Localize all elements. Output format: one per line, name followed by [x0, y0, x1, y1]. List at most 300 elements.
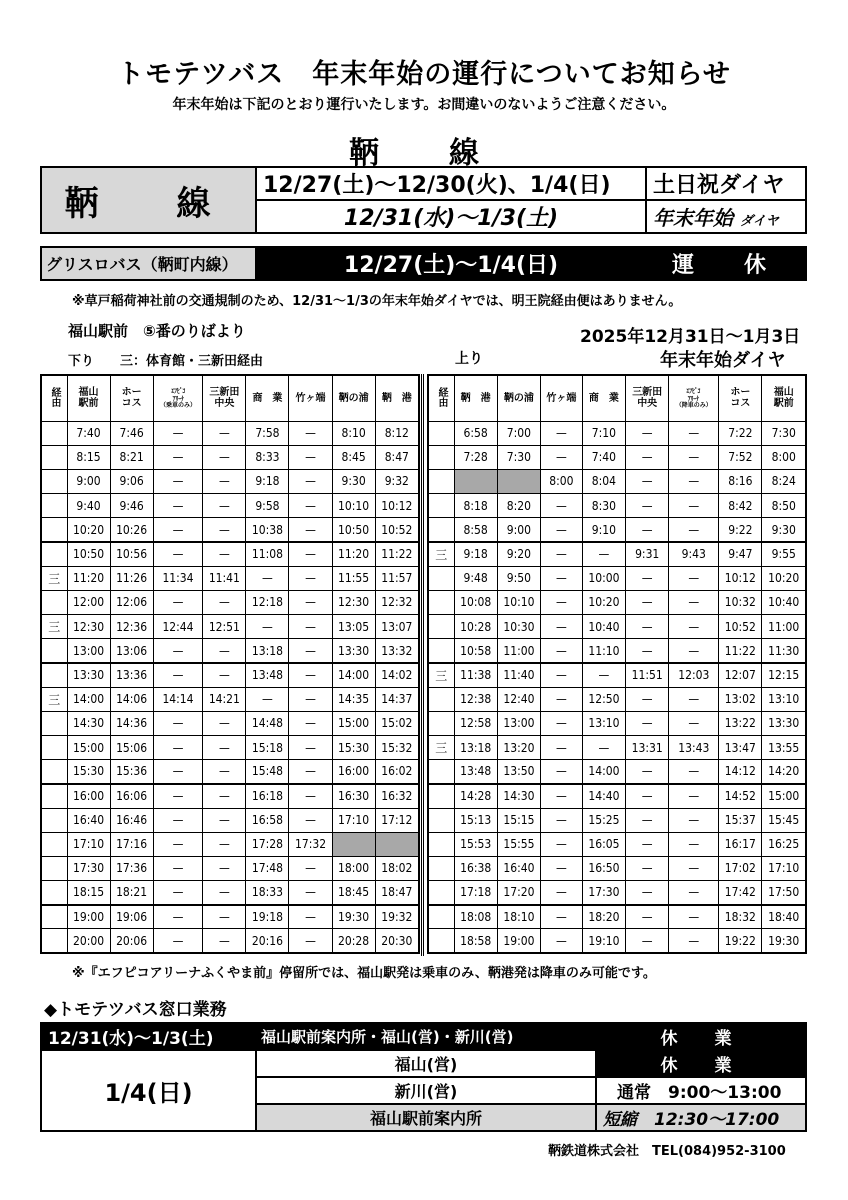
table-row — [428, 881, 806, 905]
time-cell: 7:22 — [719, 421, 762, 445]
via-cell — [41, 808, 67, 832]
office-hours-table — [40, 1022, 807, 1132]
time-cell: — — [203, 445, 246, 469]
time-cell: 19:00 — [67, 905, 110, 929]
via-cell: 三 — [41, 566, 67, 590]
time-cell: 19:06 — [110, 905, 153, 929]
time-cell: 7:58 — [246, 421, 289, 445]
table-divider — [421, 374, 424, 956]
time-cell: — — [669, 421, 719, 445]
time-cell: — — [582, 542, 625, 566]
grisro-dates: 12/27(土)～1/4(日) — [256, 247, 646, 280]
time-cell: 14:20 — [762, 760, 806, 784]
office-closed-dates: 12/31(水)～1/3(土) — [41, 1023, 256, 1050]
down-label: 下り 三：体育館・三新田経由 — [68, 354, 264, 369]
time-cell: — — [626, 832, 669, 856]
table-row — [428, 711, 806, 735]
time-cell: — — [289, 905, 332, 929]
time-cell: 15:37 — [719, 808, 762, 832]
time-cell: 12:30 — [67, 615, 110, 639]
time-cell: 10:50 — [67, 542, 110, 566]
via-cell — [428, 566, 454, 590]
time-cell: 17:10 — [762, 856, 806, 880]
time-cell: 11:38 — [454, 663, 497, 687]
time-cell: — — [289, 494, 332, 518]
table-row — [41, 735, 419, 759]
time-cell: — — [626, 760, 669, 784]
time-cell: 11:55 — [332, 566, 375, 590]
time-cell: 17:28 — [246, 832, 289, 856]
company-footer: 鞆鉄道株式会社 TEL(084)952-3100 — [548, 1144, 786, 1159]
time-cell: 12:15 — [762, 663, 806, 687]
time-cell: — — [541, 639, 583, 663]
time-cell: 13:30 — [67, 663, 110, 687]
time-cell: 14:00 — [67, 687, 110, 711]
newyear-dates: 12/31(水)～1/3(土) — [256, 200, 646, 233]
table-row — [428, 687, 806, 711]
time-cell: 10:20 — [67, 518, 110, 542]
time-cell: 18:15 — [67, 881, 110, 905]
time-cell: — — [626, 639, 669, 663]
time-cell: 15:32 — [375, 735, 419, 759]
via-cell — [428, 494, 454, 518]
table-row — [428, 905, 806, 929]
time-cell: 16:00 — [67, 784, 110, 808]
via-cell — [428, 518, 454, 542]
down-timetable — [40, 374, 420, 954]
via-cell — [428, 856, 454, 880]
office-closed-places: 福山駅前案内所・福山(営)・新川(営) — [256, 1023, 596, 1050]
time-cell: 13:47 — [719, 735, 762, 759]
time-cell: 11:20 — [67, 566, 110, 590]
grisro-bus-table — [40, 246, 807, 281]
time-cell: 16:50 — [582, 856, 625, 880]
time-cell: 12:00 — [67, 590, 110, 614]
time-cell: 9:10 — [582, 518, 625, 542]
time-cell: 16:18 — [246, 784, 289, 808]
time-cell: 17:10 — [332, 808, 375, 832]
office-shinkawa-status: 通常 9:00～13:00 — [596, 1077, 806, 1104]
time-cell: 13:48 — [246, 663, 289, 687]
time-cell: 15:06 — [110, 735, 153, 759]
time-cell: 10:12 — [375, 494, 419, 518]
time-cell: 11:22 — [375, 542, 419, 566]
time-cell: 12:30 — [332, 590, 375, 614]
time-cell: 13:00 — [497, 711, 540, 735]
time-cell: 10:28 — [454, 615, 497, 639]
time-cell: — — [153, 735, 203, 759]
time-cell: 11:00 — [497, 639, 540, 663]
time-cell: — — [289, 760, 332, 784]
time-cell: — — [153, 421, 203, 445]
time-cell: — — [669, 760, 719, 784]
time-cell: 8:10 — [332, 421, 375, 445]
time-cell: 8:24 — [762, 469, 806, 493]
time-cell: 16:32 — [375, 784, 419, 808]
time-cell: 15:25 — [582, 808, 625, 832]
time-cell: 10:20 — [582, 590, 625, 614]
via-cell — [41, 663, 67, 687]
grisro-name: グリスロバス（鞆町内線） — [41, 247, 256, 280]
via-cell — [428, 711, 454, 735]
time-cell: — — [541, 735, 583, 759]
col-arena: ｴﾌﾋﾟｺ ｱﾘｰﾅ （降車のみ） — [669, 375, 719, 421]
time-cell: 14:48 — [246, 711, 289, 735]
via-cell: 三 — [428, 542, 454, 566]
col-hokos: ホー コス — [719, 375, 762, 421]
time-cell: 14:06 — [110, 687, 153, 711]
time-cell: 16:02 — [375, 760, 419, 784]
time-cell: 18:10 — [497, 905, 540, 929]
table-row — [41, 687, 419, 711]
time-cell: 8:45 — [332, 445, 375, 469]
time-cell: 15:18 — [246, 735, 289, 759]
via-cell — [41, 590, 67, 614]
time-cell: — — [541, 518, 583, 542]
time-cell: 13:32 — [375, 639, 419, 663]
time-cell: — — [582, 735, 625, 759]
time-cell: — — [626, 905, 669, 929]
time-cell: 16:40 — [67, 808, 110, 832]
time-cell: 10:12 — [719, 566, 762, 590]
time-cell: 13:48 — [454, 760, 497, 784]
table-row — [41, 615, 419, 639]
time-cell: — — [541, 808, 583, 832]
time-cell: — — [289, 542, 332, 566]
time-cell: 6:58 — [454, 421, 497, 445]
via-cell: 三 — [41, 615, 67, 639]
time-cell: 17:12 — [375, 808, 419, 832]
time-cell: — — [626, 856, 669, 880]
time-cell: 14:52 — [719, 784, 762, 808]
time-cell: 19:22 — [719, 929, 762, 953]
time-cell: 13:10 — [762, 687, 806, 711]
time-cell: — — [669, 687, 719, 711]
time-cell: 9:06 — [110, 469, 153, 493]
time-cell: 17:20 — [497, 881, 540, 905]
table-row — [41, 421, 419, 445]
col-fukuyama: 福山 駅前 — [67, 375, 110, 421]
time-cell: — — [203, 832, 246, 856]
time-cell: 9:31 — [626, 542, 669, 566]
time-cell: 16:46 — [110, 808, 153, 832]
time-cell: — — [153, 590, 203, 614]
time-cell: — — [203, 494, 246, 518]
time-cell: 13:22 — [719, 711, 762, 735]
time-cell: — — [153, 808, 203, 832]
time-cell: — — [669, 518, 719, 542]
time-cell: 12:03 — [669, 663, 719, 687]
page-subtitle: 年末年始は下記のとおり運行いたします。お間違いのないようご注意ください。 — [172, 97, 676, 113]
col-tomoko: 鞆 港 — [454, 375, 497, 421]
office-section-title: ◆トモテツバス窓口業務 — [44, 1000, 227, 1020]
time-cell: 14:00 — [582, 760, 625, 784]
time-cell: 10:10 — [332, 494, 375, 518]
col-tomonoura: 鞆の浦 — [332, 375, 375, 421]
time-cell: 10:10 — [497, 590, 540, 614]
route-notice: ※草戸稲荷神社前の交通規制のため、12/31～1/3の年末年始ダイヤでは、明王院経由便はありません。 — [72, 294, 682, 309]
time-cell: — — [626, 615, 669, 639]
time-cell — [454, 469, 497, 493]
time-cell: — — [203, 735, 246, 759]
time-cell: — — [153, 542, 203, 566]
time-cell: 12:58 — [454, 711, 497, 735]
time-cell: 10:38 — [246, 518, 289, 542]
time-cell: 17:18 — [454, 881, 497, 905]
via-cell — [428, 881, 454, 905]
time-cell: — — [669, 639, 719, 663]
time-cell: 12:40 — [497, 687, 540, 711]
time-cell: 14:35 — [332, 687, 375, 711]
time-cell: 13:02 — [719, 687, 762, 711]
time-cell: 13:43 — [669, 735, 719, 759]
time-cell — [497, 469, 540, 493]
time-cell: 19:32 — [375, 905, 419, 929]
time-cell: — — [289, 808, 332, 832]
time-cell: 16:30 — [332, 784, 375, 808]
time-cell: 9:58 — [246, 494, 289, 518]
time-cell: 7:10 — [582, 421, 625, 445]
time-cell: — — [289, 421, 332, 445]
via-cell — [41, 518, 67, 542]
time-cell: 18:08 — [454, 905, 497, 929]
time-cell: — — [669, 832, 719, 856]
diagram-name: 年末年始ダイヤ — [660, 350, 786, 371]
table-row — [41, 469, 419, 493]
time-cell: 13:06 — [110, 639, 153, 663]
time-cell: 18:20 — [582, 905, 625, 929]
time-cell: — — [153, 832, 203, 856]
table-row — [41, 832, 419, 856]
time-cell: 11:08 — [246, 542, 289, 566]
time-cell: 13:36 — [110, 663, 153, 687]
up-timetable — [427, 374, 807, 954]
time-cell: — — [246, 566, 289, 590]
time-cell: — — [626, 445, 669, 469]
time-cell: — — [203, 542, 246, 566]
time-cell: 12:50 — [582, 687, 625, 711]
time-cell: — — [153, 494, 203, 518]
via-cell — [428, 687, 454, 711]
time-cell: 8:00 — [762, 445, 806, 469]
via-cell: 三 — [428, 735, 454, 759]
time-cell: 9:30 — [332, 469, 375, 493]
time-cell: 12:06 — [110, 590, 153, 614]
table-row — [428, 760, 806, 784]
time-cell: 11:41 — [203, 566, 246, 590]
time-cell: 20:30 — [375, 929, 419, 953]
time-cell: — — [289, 735, 332, 759]
time-cell: 11:51 — [626, 663, 669, 687]
service-line-name: 鞆 線 — [41, 167, 256, 233]
via-cell — [41, 639, 67, 663]
table-row — [428, 542, 806, 566]
time-cell: 14:00 — [332, 663, 375, 687]
time-cell: 17:36 — [110, 856, 153, 880]
time-cell: 10:00 — [582, 566, 625, 590]
weekend-diagram: 土日祝ダイヤ — [646, 167, 806, 200]
time-cell: — — [541, 760, 583, 784]
office-fukuyama-status: 休 業 — [596, 1050, 806, 1077]
time-cell: 12:32 — [375, 590, 419, 614]
time-cell: 9:50 — [497, 566, 540, 590]
table-row — [428, 615, 806, 639]
time-cell — [375, 832, 419, 856]
time-cell: 13:30 — [762, 711, 806, 735]
table-row — [428, 808, 806, 832]
table-row — [41, 542, 419, 566]
via-cell — [428, 784, 454, 808]
time-cell: — — [669, 881, 719, 905]
time-cell: — — [153, 711, 203, 735]
office-closed-status: 休 業 — [596, 1023, 806, 1050]
time-cell: 17:02 — [719, 856, 762, 880]
time-cell: 18:02 — [375, 856, 419, 880]
time-cell: 18:40 — [762, 905, 806, 929]
table-row — [428, 784, 806, 808]
time-cell: — — [153, 518, 203, 542]
time-cell: 7:28 — [454, 445, 497, 469]
time-cell — [332, 832, 375, 856]
time-cell: — — [153, 905, 203, 929]
time-cell: — — [203, 881, 246, 905]
time-cell: 9:40 — [67, 494, 110, 518]
time-cell: 18:47 — [375, 881, 419, 905]
time-cell: 15:13 — [454, 808, 497, 832]
time-cell: 12:38 — [454, 687, 497, 711]
time-cell: 15:48 — [246, 760, 289, 784]
time-cell: — — [669, 615, 719, 639]
time-cell: 7:40 — [582, 445, 625, 469]
time-cell: — — [246, 615, 289, 639]
time-cell: 8:20 — [497, 494, 540, 518]
time-cell: — — [289, 615, 332, 639]
via-cell — [428, 590, 454, 614]
time-cell: — — [626, 711, 669, 735]
period-text: 2025年12月31日～1月3日 — [580, 327, 801, 347]
time-cell: 12:18 — [246, 590, 289, 614]
table-row — [41, 760, 419, 784]
time-cell: — — [541, 590, 583, 614]
time-cell: 17:50 — [762, 881, 806, 905]
via-cell — [41, 735, 67, 759]
time-cell: 14:40 — [582, 784, 625, 808]
time-cell: 11:34 — [153, 566, 203, 590]
via-cell — [41, 929, 67, 953]
table-row — [428, 663, 806, 687]
time-cell: 13:30 — [332, 639, 375, 663]
time-cell: 11:57 — [375, 566, 419, 590]
table-row — [41, 518, 419, 542]
time-cell: 8:16 — [719, 469, 762, 493]
time-cell: 15:15 — [497, 808, 540, 832]
time-cell: 10:50 — [332, 518, 375, 542]
time-cell: 9:30 — [762, 518, 806, 542]
table-row — [428, 590, 806, 614]
time-cell: — — [289, 566, 332, 590]
time-cell: — — [203, 784, 246, 808]
time-cell: — — [203, 421, 246, 445]
departure-info: 福山駅前 ⑤番のりばより — [68, 322, 246, 340]
time-cell: — — [626, 469, 669, 493]
time-cell: 18:32 — [719, 905, 762, 929]
time-cell: 7:52 — [719, 445, 762, 469]
time-cell: 9:18 — [454, 542, 497, 566]
time-cell: — — [541, 445, 583, 469]
time-cell: — — [203, 711, 246, 735]
time-cell: 11:20 — [332, 542, 375, 566]
time-cell: — — [541, 687, 583, 711]
time-cell: 10:52 — [719, 615, 762, 639]
time-cell: — — [289, 784, 332, 808]
time-cell: 9:20 — [497, 542, 540, 566]
time-cell: 20:16 — [246, 929, 289, 953]
via-cell — [41, 760, 67, 784]
via-cell — [41, 905, 67, 929]
time-cell: — — [626, 566, 669, 590]
time-cell: 14:02 — [375, 663, 419, 687]
time-cell: 16:58 — [246, 808, 289, 832]
time-cell: 8:21 — [110, 445, 153, 469]
time-cell: 19:10 — [582, 929, 625, 953]
time-cell: 17:32 — [289, 832, 332, 856]
time-cell: — — [582, 663, 625, 687]
time-cell: — — [541, 542, 583, 566]
time-cell: 9:32 — [375, 469, 419, 493]
page-title: トモテツバス 年末年始の運行についてお知らせ — [117, 59, 731, 90]
time-cell: 17:30 — [67, 856, 110, 880]
time-cell: — — [203, 929, 246, 953]
office-fukuyama: 福山(営) — [256, 1050, 596, 1077]
time-cell: 14:28 — [454, 784, 497, 808]
time-cell: — — [669, 929, 719, 953]
via-cell — [428, 639, 454, 663]
time-cell: 8:00 — [541, 469, 583, 493]
table-row — [41, 711, 419, 735]
time-cell: — — [203, 663, 246, 687]
table-row — [428, 518, 806, 542]
time-cell: 11:10 — [582, 639, 625, 663]
time-cell: — — [669, 469, 719, 493]
time-cell: — — [626, 881, 669, 905]
time-cell: — — [669, 590, 719, 614]
col-fukuyama: 福山 駅前 — [762, 375, 806, 421]
time-cell: 8:30 — [582, 494, 625, 518]
time-cell: — — [669, 494, 719, 518]
time-cell: 14:30 — [67, 711, 110, 735]
time-cell: 7:30 — [497, 445, 540, 469]
time-cell: 14:14 — [153, 687, 203, 711]
time-cell: 14:37 — [375, 687, 419, 711]
time-cell: — — [541, 832, 583, 856]
time-cell: 9:55 — [762, 542, 806, 566]
time-cell: 9:48 — [454, 566, 497, 590]
time-cell: — — [669, 711, 719, 735]
arena-notice: ※『エフピコアリーナふくやま前』停留所では、福山駅発は乗車のみ、鞆港発は降車のみ可能です。 — [72, 966, 656, 981]
office-shinkawa: 新川(営) — [256, 1077, 596, 1104]
time-cell: 13:18 — [454, 735, 497, 759]
table-row — [428, 856, 806, 880]
time-cell: 16:06 — [110, 784, 153, 808]
time-cell: 17:10 — [67, 832, 110, 856]
table-row — [428, 566, 806, 590]
via-cell — [428, 445, 454, 469]
time-cell: 19:00 — [497, 929, 540, 953]
col-arena: ｴﾌﾋﾟｺ ｱﾘｰﾅ （乗車のみ） — [153, 375, 203, 421]
time-cell: 10:30 — [497, 615, 540, 639]
office-annai: 福山駅前案内所 — [256, 1104, 596, 1131]
table-row — [41, 881, 419, 905]
